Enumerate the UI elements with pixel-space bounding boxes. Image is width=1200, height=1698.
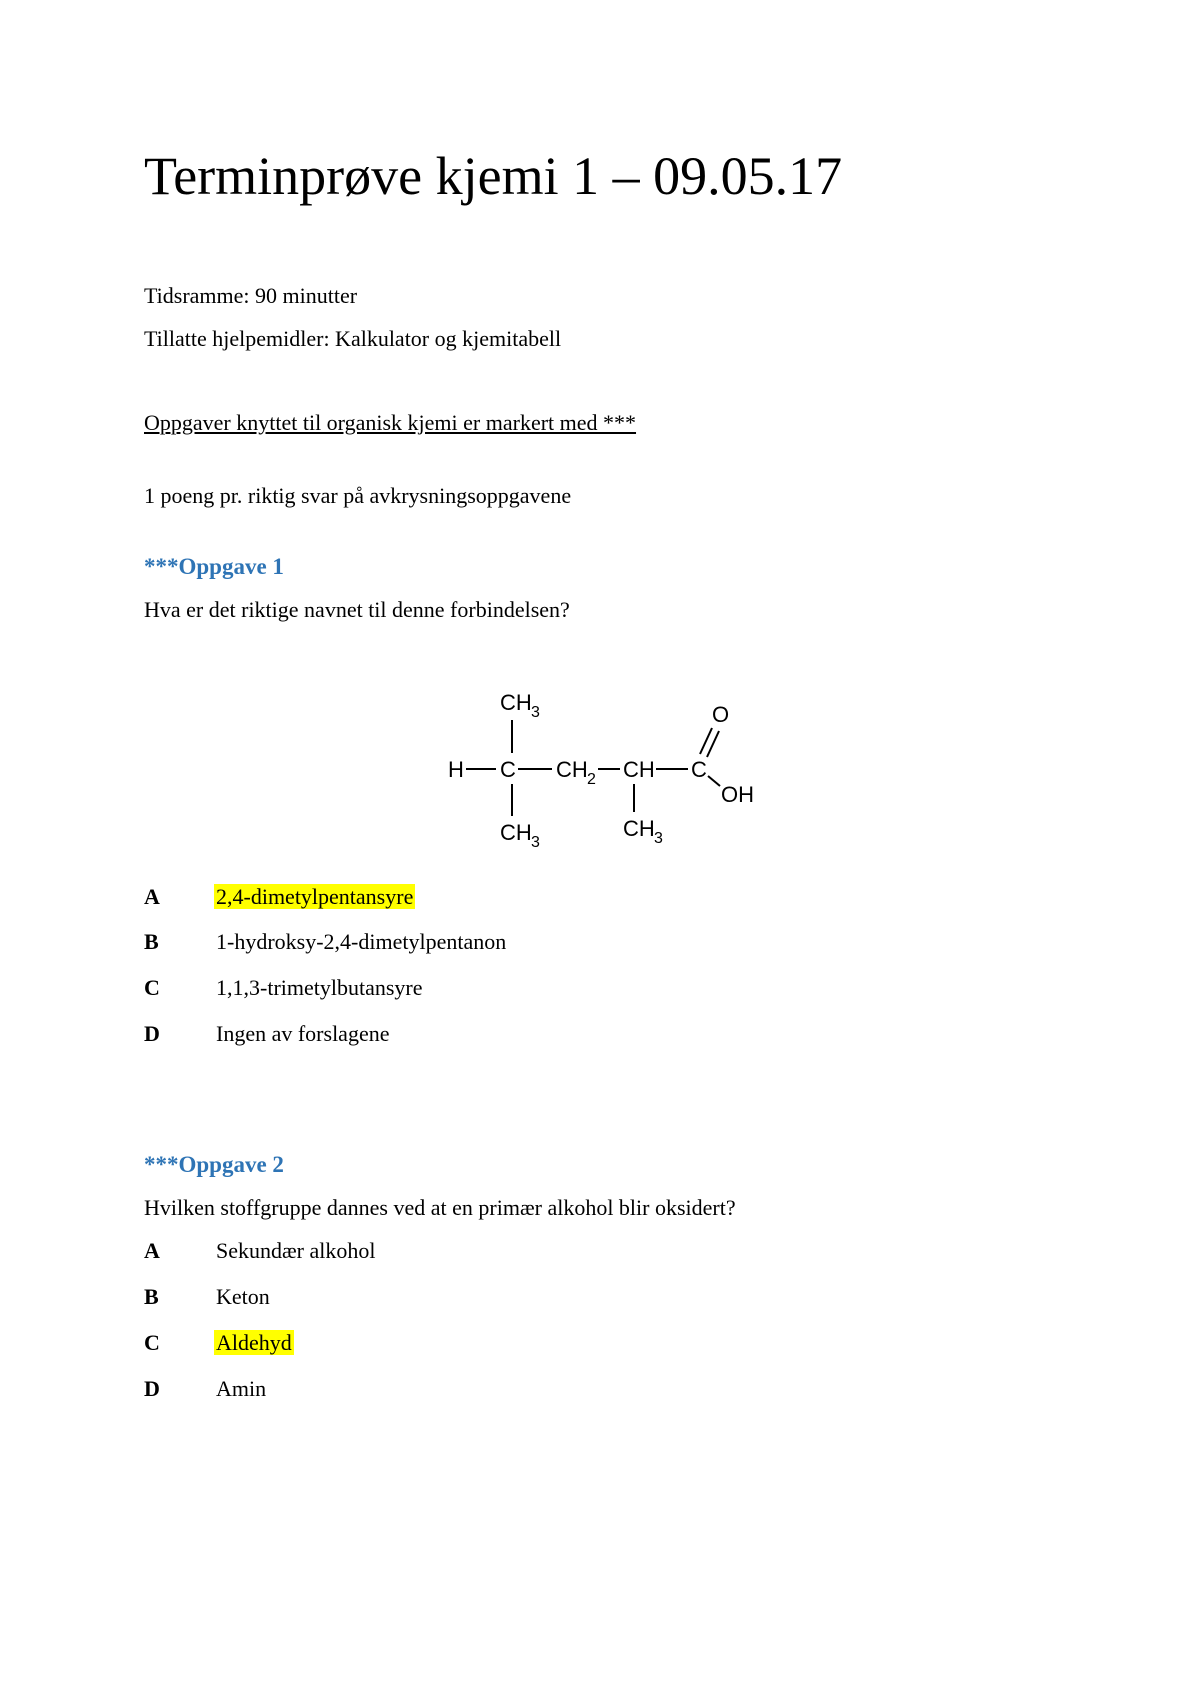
organic-note: Oppgaver knyttet til organisk kjemi er markert med *** xyxy=(144,410,637,435)
structural-formula xyxy=(430,680,770,855)
task-1-option-b-letter: B xyxy=(144,929,159,954)
answer-highlight: Aldehyd xyxy=(216,1330,292,1355)
task-1-heading: ***Oppgave 1 xyxy=(144,554,284,579)
bottom-right-ch3-subscript: 3 xyxy=(654,830,663,847)
allowed-aids-text: Tillatte hjelpemidler: Kalkulator og kjemitabell xyxy=(144,326,562,351)
task-2-option-a-text: Sekundær alkohol xyxy=(216,1238,376,1263)
ch2-label: CH xyxy=(556,757,588,782)
task-1-option-d-text: Ingen av forslagene xyxy=(216,1021,390,1046)
top-ch3-subscript: 3 xyxy=(531,704,540,721)
document-title: Terminprøve kjemi 1 – 09.05.17 xyxy=(144,146,843,206)
task-2-option-c-letter: C xyxy=(144,1330,160,1355)
task-1-option-c-text: 1,1,3-trimetylbutansyre xyxy=(216,975,423,1000)
task-1-option-b-text: 1-hydroksy-2,4-dimetylpentanon xyxy=(216,929,507,954)
task-2-option-a-letter: A xyxy=(144,1238,160,1263)
task-1-option-a-text xyxy=(216,883,415,911)
task-2-option-d-text: Amin xyxy=(216,1376,267,1401)
carboxyl-carbon-label: C xyxy=(691,757,707,782)
oxygen-label: O xyxy=(712,702,730,727)
task-2-option-d-letter: D xyxy=(144,1376,160,1401)
bottom-right-ch3-label: CH xyxy=(623,816,655,841)
task-1-question: Hva er det riktige navnet til denne forbindelsen? xyxy=(144,597,570,622)
top-ch3-label: CH xyxy=(500,690,532,715)
task-2-question: Hvilken stoffgruppe dannes ved at en primær alkohol blir oksidert? xyxy=(144,1195,736,1220)
task-2-heading: ***Oppgave 2 xyxy=(144,1152,284,1177)
task-2-option-b-letter: B xyxy=(144,1284,159,1309)
bottom-left-ch3-subscript: 3 xyxy=(531,834,540,851)
carbon-1-label: C xyxy=(500,757,516,782)
task-2-option-c-text xyxy=(216,1329,294,1357)
time-frame-text: Tidsramme: 90 minutter xyxy=(144,283,358,308)
hydroxyl-label: OH xyxy=(721,782,754,807)
task-2-option-b-text: Keton xyxy=(216,1284,270,1309)
task-1-option-a-letter: A xyxy=(144,884,160,909)
bottom-left-ch3-label: CH xyxy=(500,820,532,845)
answer-highlight: 2,4-dimetylpentansyre xyxy=(216,884,414,909)
ch-label: CH xyxy=(623,757,655,782)
task-1-option-d-letter: D xyxy=(144,1021,160,1046)
task-1-option-c-letter: C xyxy=(144,975,160,1000)
c-oh-bond xyxy=(708,776,720,786)
ch2-subscript: 2 xyxy=(587,771,596,788)
scoring-note: 1 poeng pr. riktig svar på avkrysningsoppgavene xyxy=(144,483,572,508)
hydrogen-label: H xyxy=(448,757,464,782)
